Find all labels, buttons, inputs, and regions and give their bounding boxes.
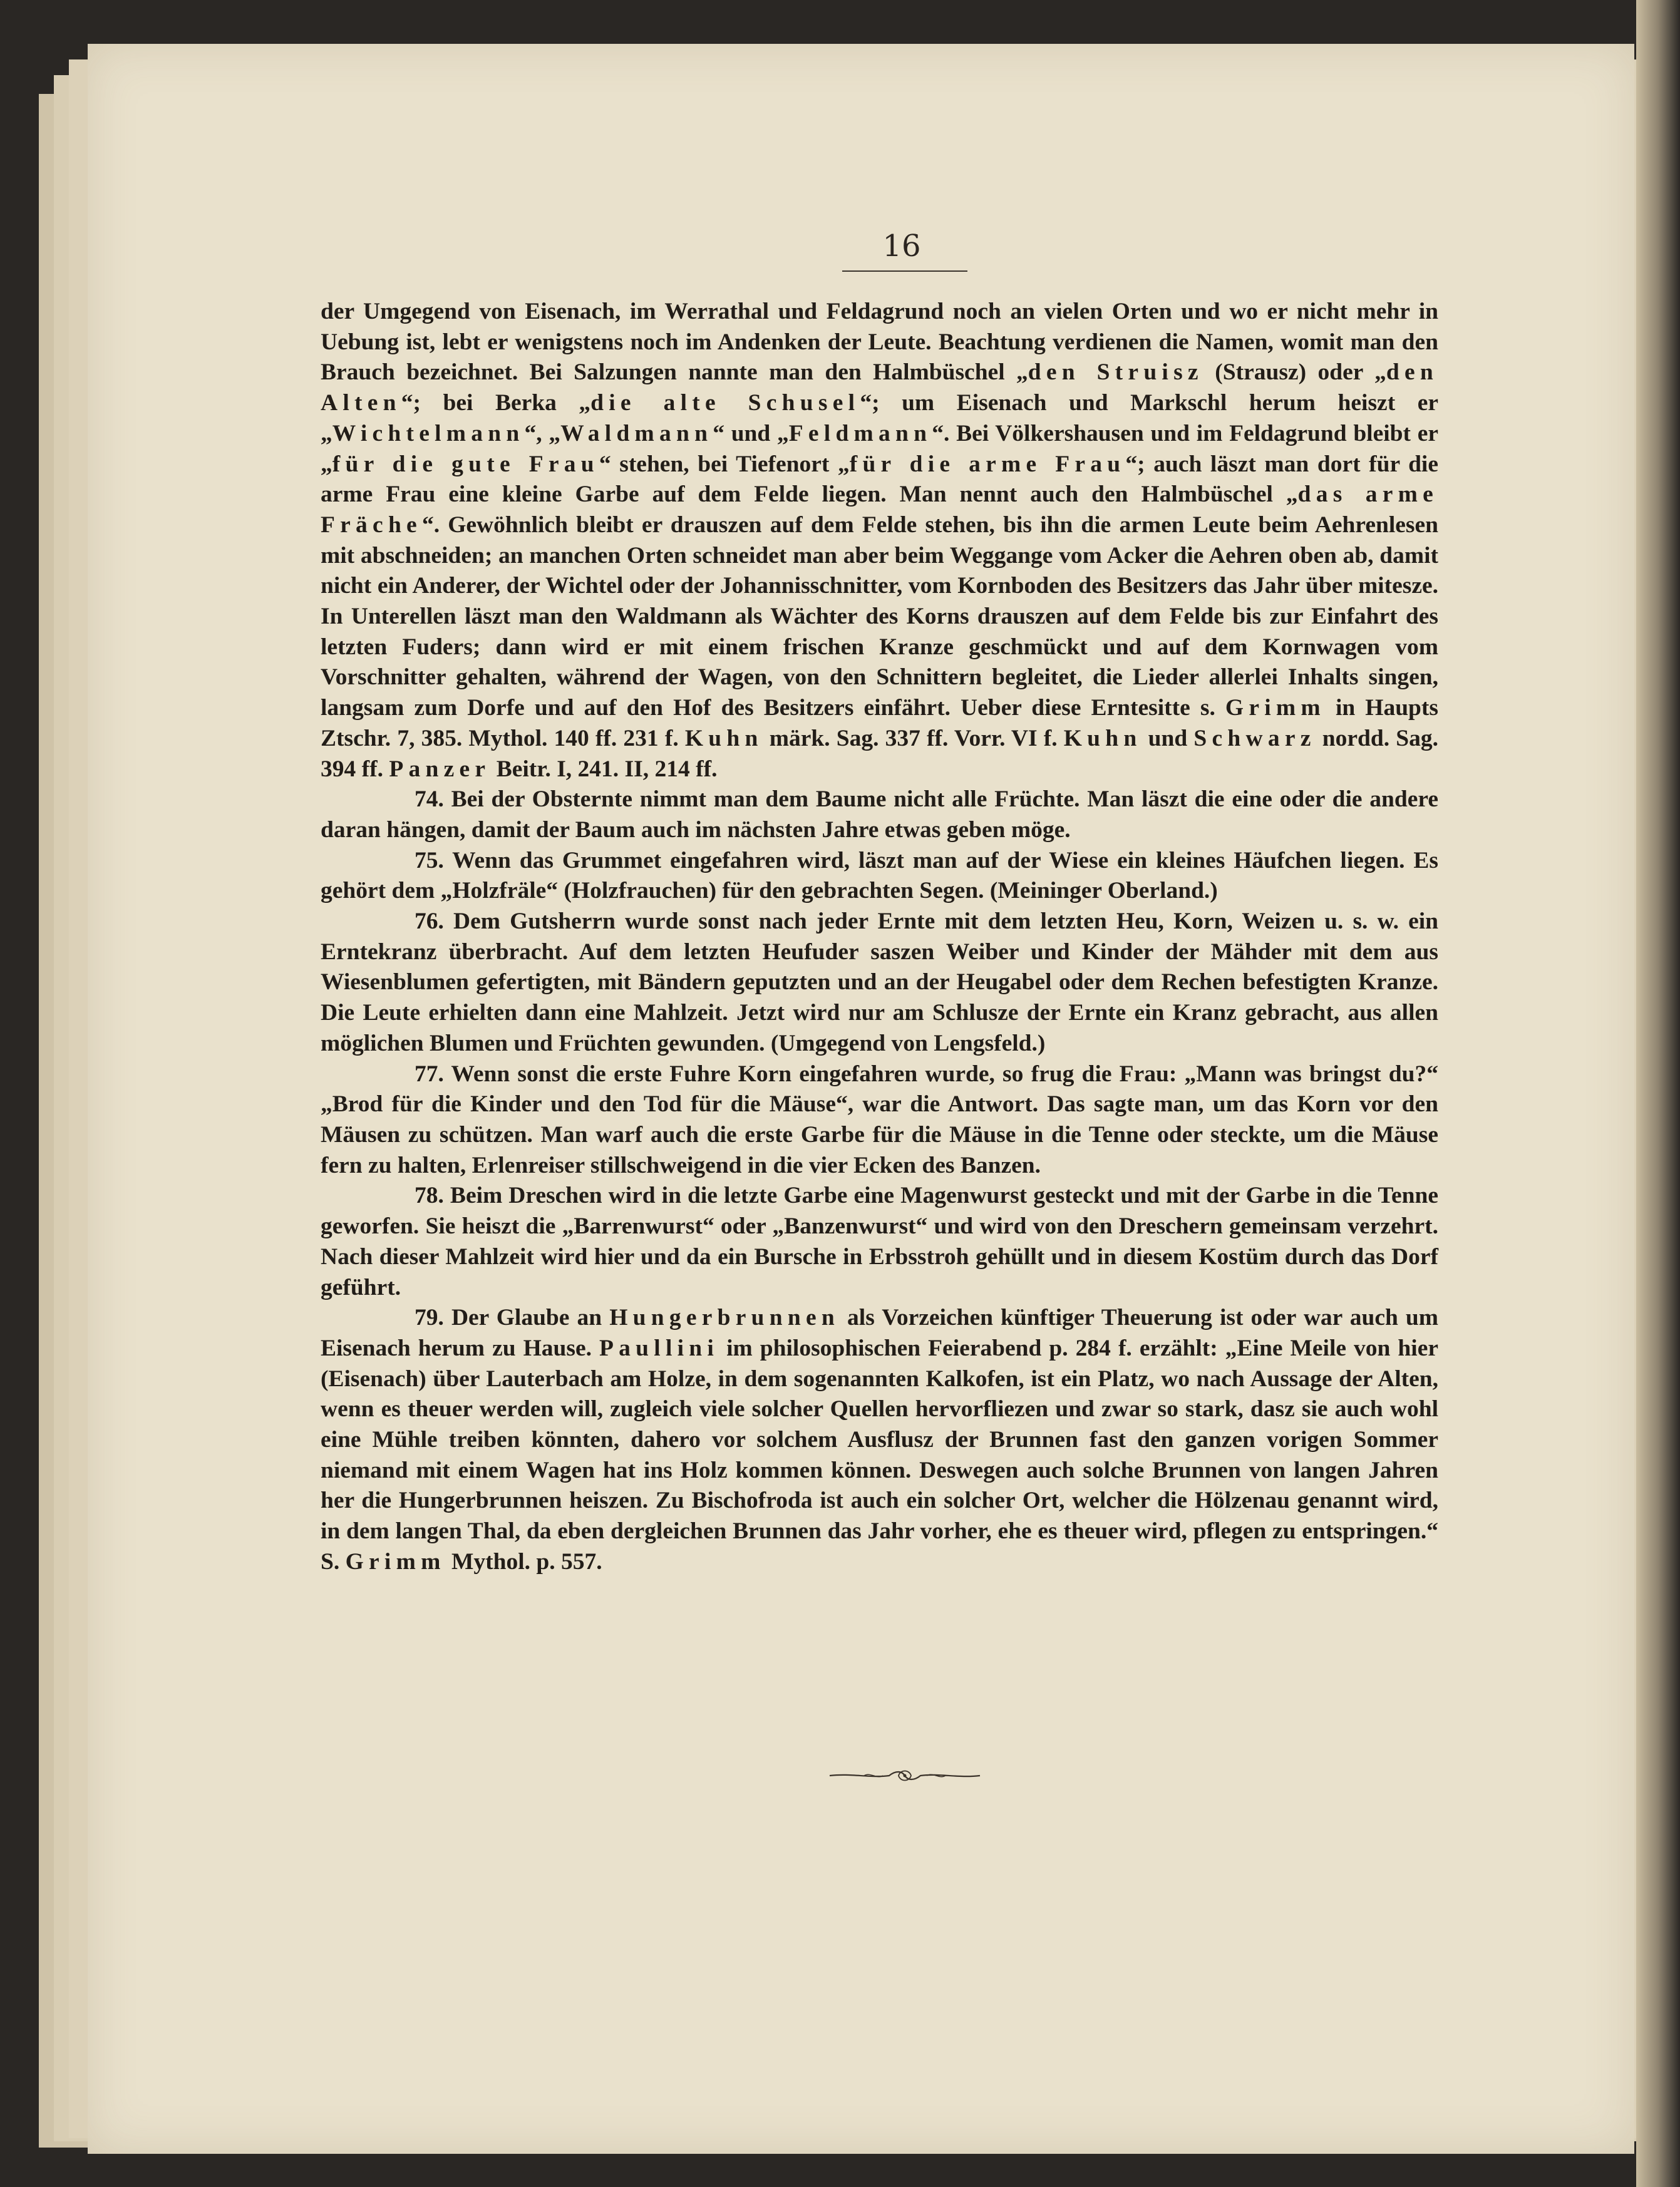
page-number: 16 xyxy=(882,229,921,264)
text-run: in Haupts Ztschr. 7, 385. Mythol. 140 ff. 231 f. xyxy=(321,695,1438,751)
spaced-emphasis: Paullini xyxy=(599,1335,719,1361)
text-run: Beitr. I, 241. II, 214 ff. xyxy=(490,756,718,782)
spaced-emphasis: Kuhn xyxy=(684,725,763,751)
text-run: im philosophischen Feierabend p. 284 f. erzählt: „Eine Meile von hier (Eisenach) über Lauterbach am Holze, in dem sogenannten Kalkofen, ist ein Platz, wo nach Aussage der Alten, wenn es theuer werden will, zugleich viele solcher Quellen hervorfliezen und zwar so stark, dasz sie auch wohl eine Mühle treiben könnten, dahero vor solchem Ausflusz der Brunnen fast den ganzen vorigen Sommer niemand mit einem Wagen hat ins Holz kommen können. Deswegen auch solche Brunnen von langen Jahren her die Hungerbrunnen heiszen. Zu Bischofroda ist auch ein solcher Ort, welcher die Hölzenau genannt wird, in dem langen Thal, da eben dergleichen Brunnen das Jahr vorher, ehe es theuer wird, pflegen zu entspringen.“ S. xyxy=(321,1335,1438,1575)
paragraph-77 xyxy=(321,1059,1438,1181)
text-run: 76. Dem Gutsherrn wurde sonst nach jeder Ernte mit dem letzten Heu, Korn, Weizen u. s. w. ein Erntekranz überbracht. Auf dem letzten Heufuder saszen Weiber und Kinder der Mähder mit dem aus Wiesenblumen gefertigten, mit Bändern geputzten und an der Heugabel oder dem Rechen befestigten Kranze. Die Leute erhielten dann eine Mahlzeit. Jetzt wird nur am Schlusze der Ernte ein Kranz gebracht, aus allen möglichen Blumen und Früchten gewunden. (Umgegend von Lengsfeld.) xyxy=(321,908,1438,1056)
text-run: und xyxy=(1141,725,1194,751)
text-run: “; bei Berka „ xyxy=(401,390,591,416)
text-run: “. Bei Völkershausen und im Feldagrund bleibt er „ xyxy=(321,420,1439,477)
text-run: “. Gewöhnlich bleibt er drauszen auf dem Felde stehen, bis ihn die armen Leute beim Aehrenlesen mit abschneiden; an manchen Orten schneidet man aber beim Weggange vom Acker die Aehren oben ab, damit nicht ein Anderer, der Wichtel oder der Johannisschnitter, vom Kornboden des Besitzers das Jahr über mitesze. In Unterellen läszt man den Waldmann als Wächter des Korns drauszen auf dem Felde bis zur Einfahrt des letzten Fuders; dann wird er mit einem frischen Kranze geschmückt und auf dem Kornwagen vom Vorschnitter gehalten, während der Wagen, von den Schnittern begleitet, die Lieder allerlei Inhalts singen, langsam zum Dorfe und auf den Hof des Besitzers einfährt. Ueber diese Erntesitte s. xyxy=(321,512,1438,721)
spaced-emphasis: Grimm xyxy=(345,1548,446,1575)
text-run: “ und „ xyxy=(713,420,789,446)
paragraph-intro xyxy=(321,297,1438,785)
spaced-emphasis: Wichtelmann xyxy=(332,420,525,446)
paragraph-78 xyxy=(321,1181,1438,1303)
text-run: Mythol. p. 557. xyxy=(445,1548,602,1575)
spaced-emphasis: die alte Schusel xyxy=(590,390,860,416)
spaced-emphasis: Panzer xyxy=(389,756,491,782)
spaced-emphasis: den Struisz xyxy=(1028,359,1203,386)
text-run: der Umgegend von Eisenach, im Werrathal und Feldagrund noch an vielen Orten und wo er nicht mehr in Uebung ist, lebt er wenigstens noch im Andenken der Leute. Beachtung verdienen die Namen, womit man den Brauch bezeichnet. Bei Salzungen nannte man den Halmbüschel „ xyxy=(321,299,1438,386)
text-run: “ stehen, bei Tiefenort „ xyxy=(599,451,850,477)
spaced-emphasis: Kuhn xyxy=(1063,725,1142,751)
page-number-rule xyxy=(842,270,967,272)
spaced-emphasis: Schwarz xyxy=(1193,725,1316,751)
paragraph-76 xyxy=(321,907,1438,1059)
text-run: “; auch läszt man dort für die arme Frau eine kleine Garbe auf dem Felde liegen. Man nennt auch den Halmbüschel „ xyxy=(321,451,1438,508)
book-gutter xyxy=(1636,0,1680,2187)
spaced-emphasis: Feldmann xyxy=(788,420,932,446)
spaced-emphasis: Grimm xyxy=(1225,695,1326,721)
text-run: 79. Der Glaube an xyxy=(415,1305,610,1331)
text-run: 74. Bei der Obsternte nimmt man dem Baume nicht alle Früchte. Man läszt die eine oder die andere daran hängen, damit der Baum auch im nächsten Jahre etwas geben möge. xyxy=(321,786,1438,843)
text-run: als Vorzeichen künftiger Theuerung ist oder war auch um Eisenach herum zu Hause. xyxy=(321,1305,1438,1361)
text-run: (Strausz) oder „ xyxy=(1203,359,1386,386)
spaced-emphasis: für die gute Frau xyxy=(332,451,599,477)
spaced-emphasis: den Alten xyxy=(321,359,1439,416)
spaced-emphasis: Waldmann xyxy=(560,420,713,446)
body-text xyxy=(321,297,1438,1578)
spaced-emphasis: Hungerbrunnen xyxy=(609,1305,840,1331)
text-run: “; um Eisenach und Markschl herum heiszt er „ xyxy=(321,390,1439,446)
text-run: 75. Wenn das Grummet eingefahren wird, läszt man auf der Wiese ein kleines Häufchen liegen. Es gehört dem „Holzfräle“ (Holzfrauchen) für den gebrachten Segen. (Meininger Oberland.) xyxy=(321,847,1438,904)
text-run: “, „ xyxy=(524,420,561,446)
spaced-emphasis: das arme Fräche xyxy=(321,481,1438,538)
text-run: 78. Beim Dreschen wird in die letzte Garbe eine Magenwurst gesteckt und mit der Garbe in die Tenne geworfen. Sie heiszt die „Barrenwurst“ oder „Banzenwurst“ und wird von den Dreschern gemeinsam verzehrt. Nach dieser Mahlzeit wird hier und da ein Bursche in Erbsstroh gehüllt und in diesem Kostüm durch das Dorf geführt. xyxy=(321,1183,1438,1300)
paragraph-75 xyxy=(321,846,1438,907)
paragraph-74 xyxy=(321,785,1438,845)
text-run: 77. Wenn sonst die erste Fuhre Korn eingefahren wurde, so frug die Frau: „Mann was bringst du?“ „Brod für die Kinder und den Tod für die Mäuse“, war die Antwort. Das sagte man, um das Korn vor den Mäusen zu schützen. Man warf auch die erste Garbe für die Mäuse in die Tenne oder steckte, um die Mäuse fern zu halten, Erlenreiser stillschweigend in die vier Ecken des Banzen. xyxy=(321,1061,1438,1178)
flourish-ornament-icon xyxy=(827,1767,983,1784)
spaced-emphasis: für die arme Frau xyxy=(849,451,1126,477)
text-run: nordd. Sag. 394 ff. xyxy=(321,725,1438,782)
text-run: märk. Sag. 337 ff. Vorr. VI f. xyxy=(763,725,1064,751)
paragraph-79 xyxy=(321,1303,1438,1577)
